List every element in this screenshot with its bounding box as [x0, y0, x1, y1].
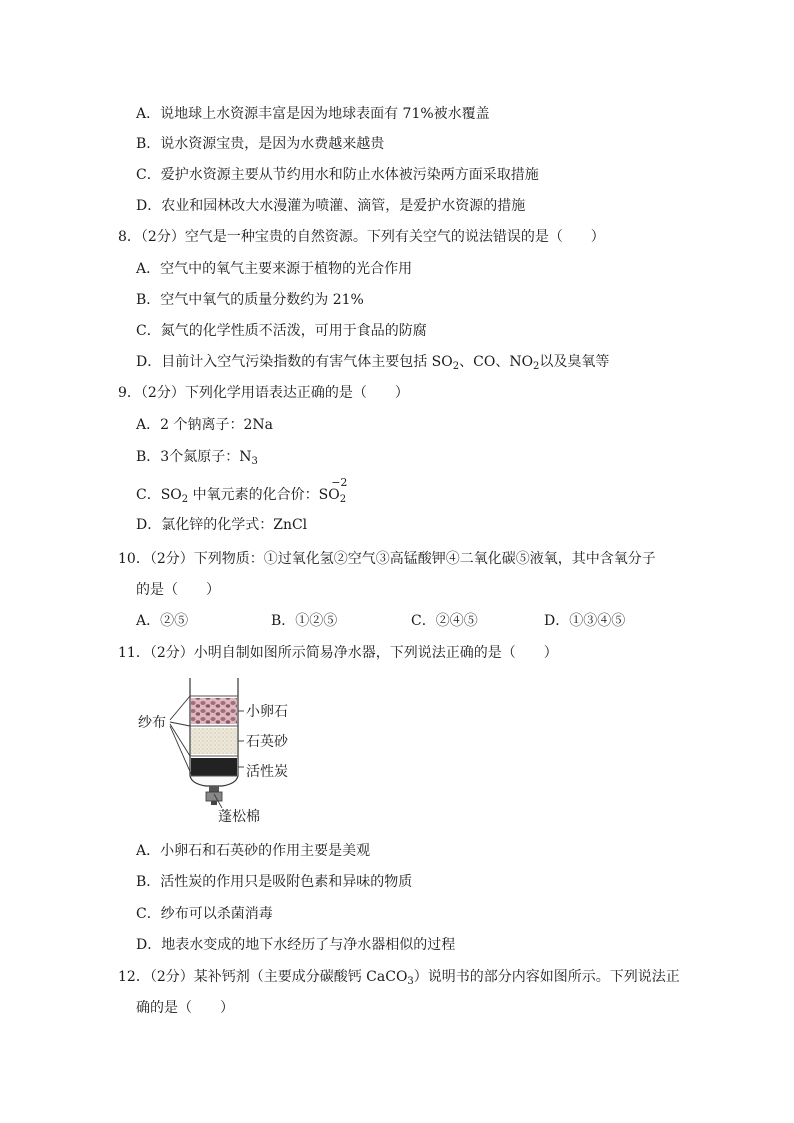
label-gauze: 纱布 [138, 715, 166, 731]
q7-option-c: C．爱护水资源主要从节约用水和防止水体被污染两方面采取措施 [136, 167, 539, 183]
q11-option-b: B．活性炭的作用只是吸附色素和异味的物质 [136, 874, 413, 890]
water-purifier-diagram [130, 676, 300, 826]
q9-option-c [136, 476, 348, 505]
q7-option-d: D．农业和园林改大水漫灌为喷灌、滴管，是爱护水资源的措施 [136, 198, 526, 214]
q10-options [136, 612, 656, 630]
q10-stem: 10．（2分）下列物质：①过氧化氢②空气③高锰酸钾④二氧化碳⑤液氧，其中含氧分子 [118, 551, 656, 567]
label-pebbles: 小卵石 [246, 704, 288, 720]
q10-stem-continued: 的是（ ） [136, 582, 220, 598]
q9-option-a: A．2 个钠离子：2Na [136, 417, 273, 433]
q8-option-b: B．空气中氧气的质量分数约为 21% [136, 292, 364, 308]
q12-stem-text-1: 12．（2分）某补钙剂（主要成分碳酸钙 CaCO [118, 969, 408, 985]
q10-option-b: B．①②⑤ [271, 613, 338, 629]
q8-option-a: A．空气中的氧气主要来源于植物的光合作用 [136, 261, 413, 277]
q9-c-text-2: 中氧元素的化合价：S [188, 487, 329, 503]
q8-d-text-2: 、CO、NO [459, 354, 534, 370]
q8-option-c: C．氮气的化学性质不活泼，可用于食品的防腐 [136, 323, 427, 339]
q7-option-b: B．说水资源宝贵，是因为水费越来越贵 [136, 136, 385, 152]
q9-b-text: B．3个氮原子：N [136, 449, 252, 465]
label-cotton: 蓬松棉 [218, 809, 260, 825]
outlet-neck [209, 786, 219, 792]
q8-stem: 8．（2分）空气是一种宝贵的自然资源。下列有关空气的说法错误的是（ ） [118, 229, 605, 245]
q11-option-d: D．地表水变成的地下水经历了与净水器相似的过程 [136, 937, 456, 953]
q8-d-sub-2: 2 [533, 361, 540, 372]
q9-option-b [136, 448, 258, 466]
q8-d-text-3: 以及臭氧等 [539, 354, 610, 370]
q9-option-d: D．氯化锌的化学式：ZnCl [136, 517, 308, 533]
q9-c-oxygen-sub: 2 [339, 494, 347, 505]
q8-d-sub-1: 2 [452, 361, 460, 372]
q11-stem: 11．（2分）小明自制如图所示简易净水器，下列说法正确的是（ ） [118, 645, 558, 661]
label-carbon: 活性炭 [246, 764, 288, 780]
q10-option-d: D．①③④⑤ [544, 613, 626, 629]
q9-b-sub: 3 [251, 456, 258, 467]
q7-option-a: A．说地球上水资源丰富是因为地球表面有 71%被水覆盖 [136, 106, 490, 122]
outlet-tip [211, 801, 217, 805]
q12-stem-text-2: ）说明书的部分内容如图所示。下列说法正 [413, 969, 680, 985]
q10-option-c: C．②④⑤ [411, 613, 478, 629]
q10-option-a: A．②⑤ [136, 613, 189, 629]
q11-option-a: A．小卵石和石英砂的作用主要是美观 [136, 843, 371, 859]
q12-stem-sub: 3 [407, 976, 414, 987]
q12-stem-continued: 确的是（ ） [136, 1000, 234, 1016]
q9-c-text-1: C．SO [136, 487, 182, 503]
q8-d-text-1: D．目前计入空气污染指数的有害气体主要包括 SO [136, 354, 453, 370]
sand-layer [191, 728, 237, 754]
pebble-layer [191, 698, 237, 724]
q9-c-oxygen-valence [328, 476, 348, 505]
q9-c-sub: 2 [181, 494, 189, 505]
q9-stem: 9．（2分）下列化学用语表达正确的是（ ） [118, 385, 409, 401]
water-purifier-illustration [130, 676, 300, 826]
q12-stem [118, 968, 680, 986]
label-sand: 石英砂 [246, 734, 288, 750]
outlet-cap [206, 792, 222, 801]
q11-option-c: C．纱布可以杀菌消毒 [136, 906, 273, 922]
carbon-layer [191, 758, 237, 776]
q9-c-charge: −2 [331, 476, 348, 489]
q9-c-oxygen: O [328, 487, 340, 503]
q8-option-d [136, 353, 609, 371]
